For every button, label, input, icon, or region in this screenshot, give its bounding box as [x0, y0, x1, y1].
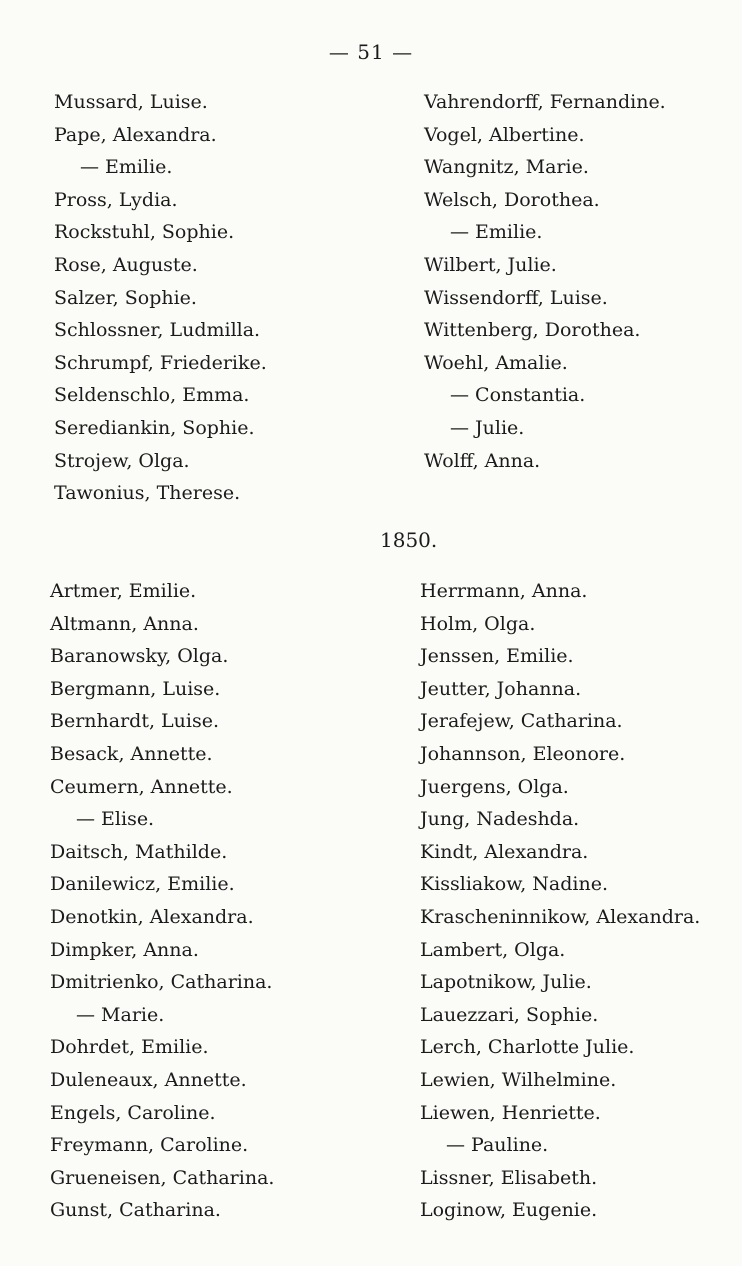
name-entry: Lewien, Wilhelmine.: [420, 1068, 617, 1091]
name-entry: — Julie.: [450, 416, 525, 439]
name-entry: Krascheninnikow, Alexandra.: [420, 905, 701, 928]
year-heading: 1850.: [380, 528, 438, 552]
name-entry: Artmer, Emilie.: [50, 580, 197, 602]
name-entry: Denotkin, Alexandra.: [50, 905, 254, 928]
name-entry: Dohrdet, Emilie.: [50, 1036, 209, 1059]
name-entry: Liewen, Henriette.: [420, 1101, 601, 1124]
name-entry: Dimpker, Anna.: [50, 938, 199, 961]
name-entry: Wittenberg, Dorothea.: [424, 319, 641, 342]
name-entry: Loginow, Eugenie.: [420, 1199, 598, 1222]
name-entry: Rockstuhl, Sophie.: [54, 221, 235, 244]
top-left-name-list: [54, 86, 267, 510]
name-entry: Jerafejew, Catharina.: [420, 710, 623, 733]
name-entry: Tawonius, Therese.: [54, 482, 241, 505]
name-entry: Woehl, Amalie.: [424, 351, 568, 374]
name-entry: — Elise.: [76, 808, 155, 831]
name-entry: Pross, Lydia.: [54, 188, 178, 211]
name-entry: Kissliakow, Nadine.: [420, 873, 609, 896]
name-entry: Jeutter, Johanna.: [420, 677, 582, 700]
name-entry: Juergens, Olga.: [420, 775, 569, 798]
name-entry: Ceumern, Annette.: [50, 775, 233, 798]
name-entry: Jung, Nadeshda.: [420, 808, 580, 831]
name-entry: — Emilie.: [450, 221, 543, 244]
name-entry: Dmitrienko, Catharina.: [50, 971, 273, 994]
name-entry: Vogel, Albertine.: [424, 123, 585, 146]
name-entry: Wissendorff, Luise.: [424, 286, 608, 309]
name-entry: Altmann, Anna.: [50, 612, 199, 635]
top-right-name-list: [424, 86, 666, 477]
name-entry: Serediankin, Sophie.: [54, 416, 255, 439]
1850-left-name-list: [50, 575, 274, 1227]
name-entry: — Pauline.: [446, 1134, 549, 1157]
name-entry: Lapotnikow, Julie.: [420, 971, 592, 994]
name-entry: Salzer, Sophie.: [54, 286, 197, 309]
name-entry: — Constantia.: [450, 384, 586, 407]
name-entry: Bernhardt, Luise.: [50, 710, 220, 733]
name-entry: Lauezzari, Sophie.: [420, 1003, 599, 1026]
name-entry: Welsch, Dorothea.: [424, 188, 600, 211]
name-entry: Jenssen, Emilie.: [420, 645, 574, 668]
name-entry: Bergmann, Luise.: [50, 677, 221, 700]
name-entry: Wilbert, Julie.: [424, 253, 557, 276]
name-entry: Kindt, Alexandra.: [420, 840, 589, 863]
name-entry: Mussard, Luise.: [54, 91, 208, 113]
name-entry: Besack, Annette.: [50, 742, 213, 765]
name-entry: Wolff, Anna.: [424, 449, 541, 472]
name-entry: Grueneisen, Catharina.: [50, 1166, 275, 1189]
name-entry: Strojew, Olga.: [54, 449, 190, 472]
page-number: — 51 —: [328, 40, 414, 64]
name-entry: Vahrendorff, Fernandine.: [424, 91, 666, 113]
name-entry: Engels, Caroline.: [50, 1101, 216, 1124]
name-entry: Baranowsky, Olga.: [50, 645, 229, 668]
name-entry: Lambert, Olga.: [420, 938, 566, 961]
name-entry: Danilewicz, Emilie.: [50, 873, 235, 896]
name-entry: Wangnitz, Marie.: [424, 156, 589, 179]
name-entry: Lissner, Elisabeth.: [420, 1166, 598, 1189]
name-entry: — Marie.: [76, 1003, 165, 1026]
name-entry: Johannson, Eleonore.: [420, 742, 626, 765]
name-entry: Pape, Alexandra.: [54, 123, 217, 146]
name-entry: Freymann, Caroline.: [50, 1134, 249, 1157]
name-entry: Duleneaux, Annette.: [50, 1068, 247, 1091]
name-entry: Daitsch, Mathilde.: [50, 840, 228, 863]
name-entry: Herrmann, Anna.: [420, 580, 588, 602]
name-entry: Schrumpf, Friederike.: [54, 351, 267, 374]
name-entry: Seldenschlo, Emma.: [54, 384, 250, 407]
name-entry: Holm, Olga.: [420, 612, 536, 635]
1850-right-name-list: [420, 575, 700, 1227]
name-entry: Schlossner, Ludmilla.: [54, 319, 261, 342]
name-entry: Gunst, Catharina.: [50, 1199, 221, 1222]
name-entry: Rose, Auguste.: [54, 253, 198, 276]
name-entry: — Emilie.: [80, 156, 173, 179]
name-entry: Lerch, Charlotte Julie.: [420, 1036, 635, 1059]
